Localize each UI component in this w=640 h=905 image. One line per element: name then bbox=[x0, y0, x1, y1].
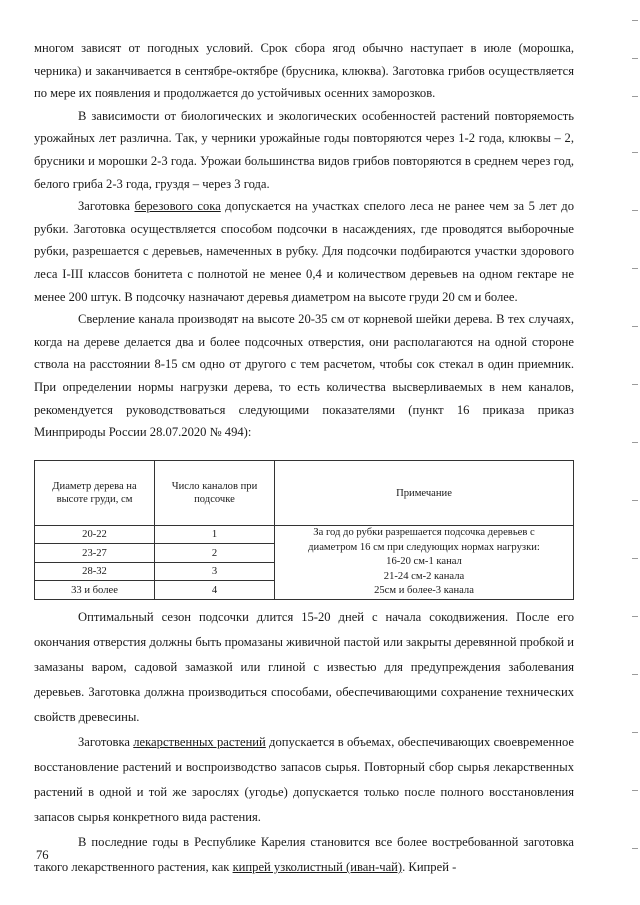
birch-lead-text: Заготовка bbox=[78, 199, 135, 214]
kiprey-lead-text: В последние годы в Республике Карелия становится все более востребованной заготовка такого лекарственного растения, как bbox=[34, 835, 574, 874]
table-row bbox=[35, 526, 574, 544]
cell-channels: 1 bbox=[155, 526, 275, 544]
note-line: За год до рубки разрешается подсочка деревьев с bbox=[313, 527, 535, 538]
cell-channels: 2 bbox=[155, 544, 275, 562]
paragraph-birch-sap bbox=[34, 195, 574, 308]
header-diameter: Диаметр дерева на высоте груди, см bbox=[35, 461, 155, 526]
tapping-norms-table bbox=[34, 460, 574, 600]
note-line: диаметром 16 см при следующих нормах нагрузки: bbox=[308, 541, 540, 553]
birch-rest-text: допускается на участках спелого леса не ранее чем за 5 лет до рубки. Заготовка осуществляется способом подсочки в насаждениях, где проводятся выборочные рубки, разрешается с деревьев, намеченных в рубку. Для подсочки подбираются участки здорового леса I-III классов бонитета с полнотой не менее 0,4 и количеством деревьев на одном гектаре не менее 200 штук. В подсочку назначают деревья диаметром на высоте груди 20 см и более. bbox=[34, 199, 574, 304]
birch-sap-link: березового сока bbox=[134, 199, 221, 214]
text-block-top bbox=[34, 37, 574, 444]
note-line: 25см и более-3 канала bbox=[374, 585, 474, 597]
paragraph-harvest-timing: многом зависят от погодных условий. Срок сбора ягод обычно наступает в июле (морошка, черника) и заканчивается в сентябре-октябре (брусника, клюква). Заготовка грибов осуществляется по мере их появления и продолжается до устойчивых осенних заморозков. bbox=[34, 41, 574, 101]
cell-diameter: 28-32 bbox=[35, 562, 155, 580]
kiprey-rest-text: . Кипрей - bbox=[402, 860, 457, 874]
header-note: Примечание bbox=[275, 461, 574, 526]
medicinal-plants-link: лекарственных растений bbox=[133, 735, 266, 749]
page-number: 76 bbox=[36, 848, 49, 862]
cell-diameter: 33 и более bbox=[35, 581, 155, 600]
paragraph-tapping-season: Оптимальный сезон подсочки длится 15-20 дней с начала сокодвижения. После его окончания отверстия должны быть промазаны живичной пастой или закрыты деревянной пробкой и замазаны варом, садовой замазкой или глиной с известью для предупреждения заболевания деревьев. Заготовка должна производиться способами, обеспечивающими сохранение технических свойств древесины. bbox=[34, 610, 574, 724]
cell-diameter: 23-27 bbox=[35, 544, 155, 562]
paragraph-drilling: Сверление канала производят на высоте 20-35 см от корневой шейки дерева. В тех случаях, когда на дереве делается два и более подсочных отверстия, они располагаются на одной стороне ствола на расстоянии 8-15 см одно от другого с тем расчетом, чтобы сок стекал в один приемник. При определении нормы нагрузки дерева, то есть количества высверливаемых в нем каналов, рекомендуется руководствоваться следующими показателями (пункт 16 приказа приказ Минприроды России 28.07.2020 № 494): bbox=[34, 312, 574, 440]
note-line: 16-20 см-1 канал bbox=[386, 556, 462, 568]
scan-edge-marks bbox=[630, 0, 638, 905]
kiprey-link: кипрей узколистный (иван-чай) bbox=[232, 860, 403, 874]
table-header-row bbox=[35, 461, 574, 526]
header-channels: Число каналов при подсочке bbox=[155, 461, 275, 526]
paragraph-medicinal-plants bbox=[34, 730, 574, 830]
medicinal-lead-text: Заготовка bbox=[78, 735, 134, 749]
cell-diameter: 20-22 bbox=[35, 526, 155, 544]
cell-channels: 3 bbox=[155, 562, 275, 580]
paragraph-kiprey bbox=[34, 830, 574, 880]
paragraph-yield-frequency: В зависимости от биологических и экологических особенностей растений повторяемость урожайных лет различна. Так, у черники урожайные годы повторяются через 1-2 года, клюквы – 2, брусники и морошки 2-3 года. Урожаи большинства видов грибов повторяются в среднем через год, белого гриба 2-3 года, груздя – через 3 года. bbox=[34, 108, 574, 191]
note-line: 21-24 см-2 канала bbox=[383, 570, 465, 582]
cell-channels: 4 bbox=[155, 581, 275, 600]
cell-note bbox=[275, 526, 574, 600]
text-block-bottom bbox=[34, 605, 574, 880]
medicinal-rest-text: допускается в объемах, обеспечивающих своевременное восстановление растений и воспроизводство запасов сырья. Повторный сбор сырья лекарственных растений в одной и той же зарослях (угодье) допускается только после полного восстановления запасов сырья конкретного вида растения. bbox=[34, 735, 574, 824]
